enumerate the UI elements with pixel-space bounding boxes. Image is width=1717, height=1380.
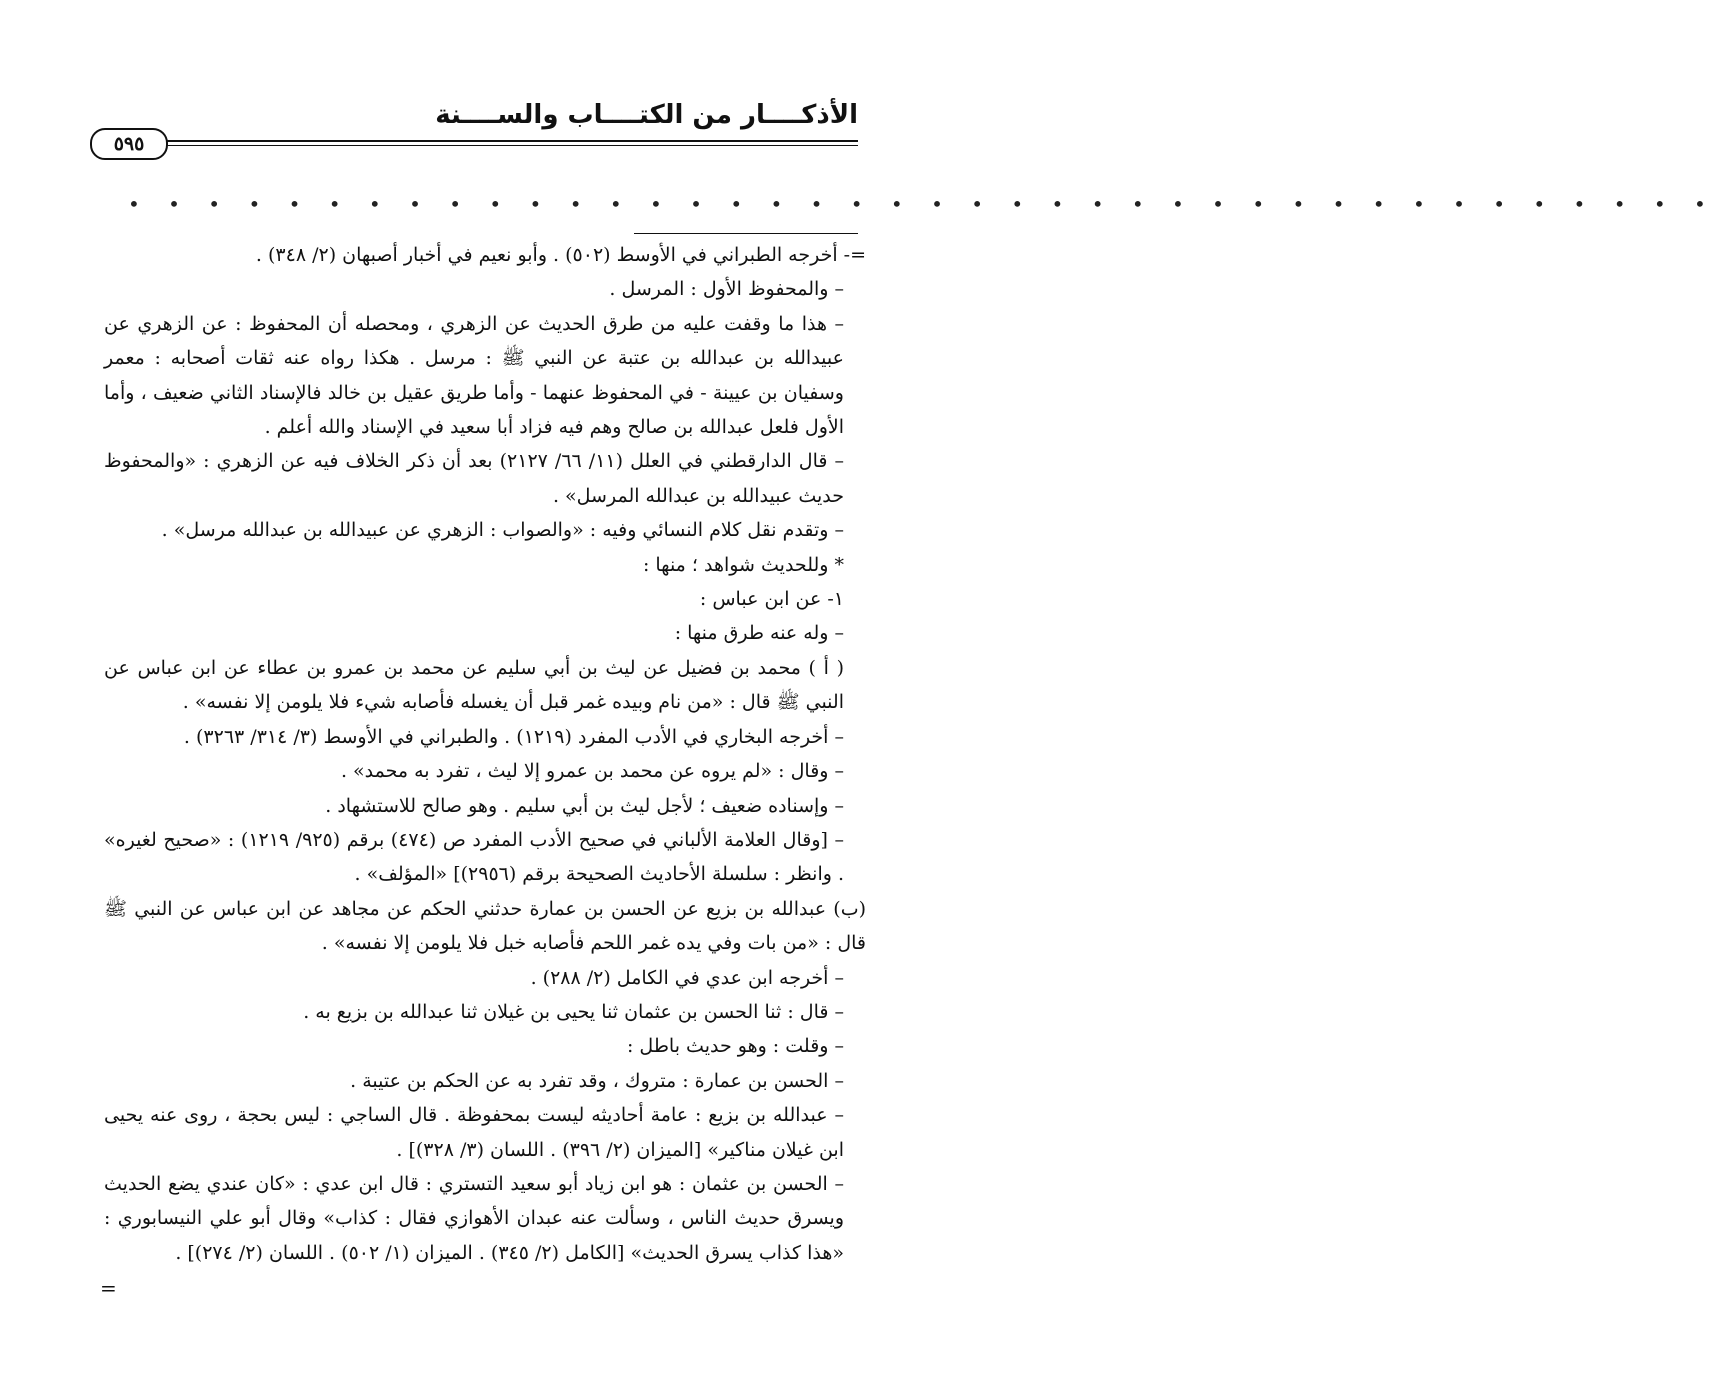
footnote-line: – هذا ما وقفت عليه من طرق الحديث عن الزهري ، ومحصله أن المحفوظ : عن الزهري عن عبيدالله بن عبدالله بن عتبة عن النبي ﷺ : مرسل . هكذا رواه عنه ثقات أصحابه : معمر وسفيان بن عيينة - في المحفوظ عنهما - وأما طريق عقيل بن خالد فالإسناد الثاني ضعيف ، وأما الأول فلعل عبدالله بن صالح وهم فيه فزاد أبا سعيد في الإسناد والله أعلم . <box>104 312 844 439</box>
footnote-line: – قال : ثنا الحسن بن عثمان ثنا يحيى بن غيلان ثنا عبدالله بن بزيع به . <box>303 1000 844 1023</box>
footnote-line: – والمحفوظ الأول : المرسل . <box>609 278 844 301</box>
footnote-line: – وقال : «لم يروه عن محمد بن عمرو إلا ليث ، تفرد به محمد» . <box>340 760 844 783</box>
footnote-line: * وللحديث شواهد ؛ منها : <box>642 553 844 576</box>
footnote-line: – الحسن بن عمارة : متروك ، وقد تفرد به عن الحكم بن عتيبة . <box>350 1069 844 1092</box>
footnote-line: – أخرجه ابن عدي في الكامل (٢/ ٢٨٨) . <box>530 966 844 989</box>
footnote-line: – قال الدارقطني في العلل (١١/ ٦٦/ ٢١٢٧) بعد أن ذكر الخلاف فيه عن الزهري : «والمحفوظ حديث عبيدالله بن عبدالله المرسل» . <box>104 450 844 507</box>
footnote-line: – وله عنه طرق منها : <box>674 622 844 645</box>
header-rule <box>166 140 858 146</box>
footnote-line: – الحسن بن عثمان : هو ابن زياد أبو سعيد التستري : قال ابن عدي : «كان عندي يضع الحديث ويسرق حديث الناس ، وسألت عنه عبدان الأهوازي فقال : كذاب» وقال أبو علي النيسابوري : «هذا كذاب يسرق الحديث» [الكامل (٢/ ٣٤٥) . الميزان (١/ ٥٠٢) . اللسان (٢/ ٢٧٤)] . <box>104 1172 844 1264</box>
footnote-line: – أخرجه البخاري في الأدب المفرد (١٢١٩) . والطبراني في الأوسط (٣/ ٣١٤/ ٣٢٦٣) . <box>183 725 844 748</box>
footnote-line: – [وقال العلامة الألباني في صحيح الأدب المفرد ص (٤٧٤) برقم (٩٢٥/ ١٢١٩) : «صحيح لغيره» . وانظر : سلسلة الأحاديث الصحيحة برقم (٢٩٥٦)] «المؤلف» . <box>104 828 844 886</box>
footnote-line: – وإسناده ضعيف ؛ لأجل ليث بن أبي سليم . وهو صالح للاستشهاد . <box>325 794 844 817</box>
footnote-line: ( أ ) محمد بن فضيل عن ليث بن أبي سليم عن محمد بن عمرو بن عطاء عن ابن عباس عن النبي ﷺ قال : «من نام وبيده غمر قبل أن يغسله فأصابه شيء فلا يلومن إلا نفسه» . <box>104 656 844 714</box>
page-number: ٥٩٥ <box>90 128 168 160</box>
footnote-line: – وقلت : وهو حديث باطل : <box>626 1035 844 1058</box>
footnote-rule <box>634 233 858 234</box>
footnote-body <box>104 238 866 1270</box>
page-header <box>90 96 858 156</box>
dotted-separator: • • • • • • • • • • • • • • • • • • • • • • • • • • • • • • • • • • • • • • • • <box>128 192 1717 216</box>
footnote-line: – عبدالله بن بزيع : عامة أحاديثه ليست بمحفوظة . قال الساجي : ليس بحجة ، روى عنه يحيى ابن غيلان مناكير» [الميزان (٢/ ٣٩٦) . اللسان (٣/ ٣٢٨)] . <box>104 1104 844 1161</box>
continuation-mark: = <box>100 1276 117 1300</box>
footnote-line: =- أخرجه الطبراني في الأوسط (٥٠٢) . وأبو نعيم في أخبار أصبهان (٢/ ٣٤٨) . <box>255 244 866 266</box>
footnote-line: – وتقدم نقل كلام النسائي وفيه : «والصواب : الزهري عن عبيدالله بن عبدالله مرسل» . <box>161 519 844 542</box>
footnote-line: ١- عن ابن عباس : <box>699 588 844 611</box>
running-title: الأذكــــار من الكتــــاب والســــنة <box>435 100 858 130</box>
footnote-line: (ب) عبدالله بن بزيع عن الحسن بن عمارة حدثني الحكم عن مجاهد عن ابن عباس عن النبي ﷺ قال : «من بات وفي يده غمر اللحم فأصابه خبل فلا يلومن إلا نفسه» . <box>104 897 866 955</box>
